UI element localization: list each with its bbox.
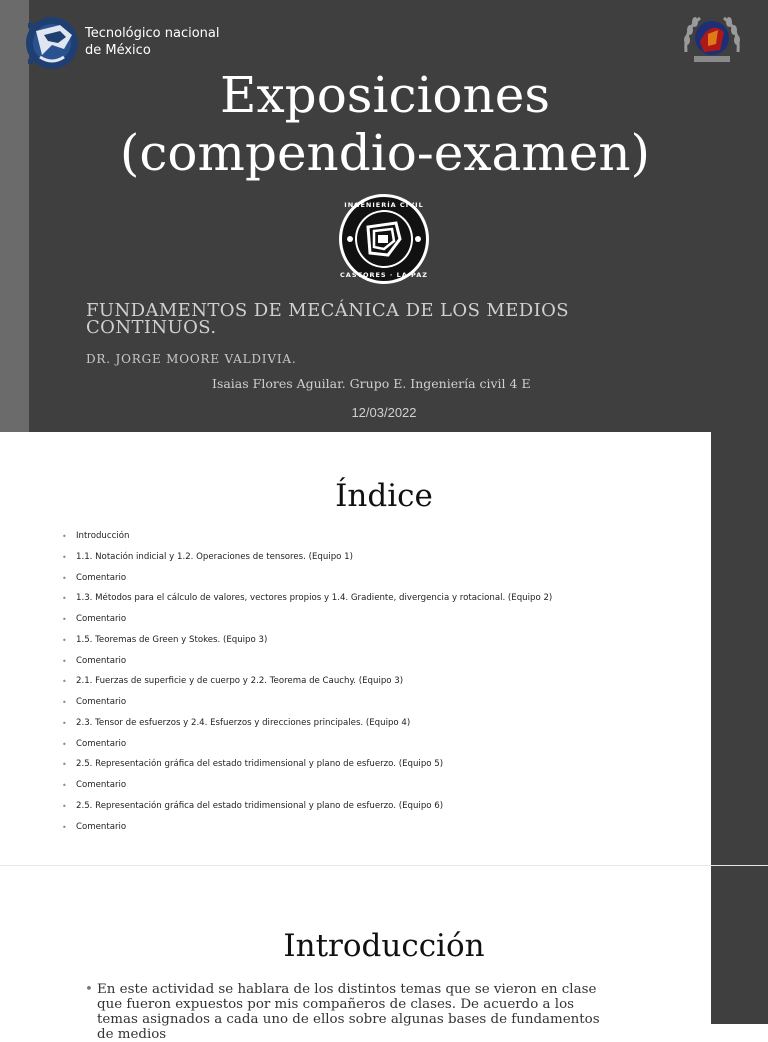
introduction-title: Introducción — [283, 928, 485, 964]
institution-name: Tecnológico nacional de México — [85, 26, 220, 58]
presentation-title — [60, 66, 710, 182]
list-item: • Comentario — [62, 572, 552, 593]
index-list — [62, 530, 552, 841]
slide-side-bar — [0, 0, 29, 432]
introduction-body — [85, 982, 615, 1042]
index-title: Índice — [335, 478, 433, 514]
title-slide — [0, 0, 768, 432]
list-item: • Introducción — [62, 530, 552, 551]
list-item: • 1.1. Notación indicial y 1.2. Operaciones de tensores. (Equipo 1) — [62, 551, 552, 572]
list-item: • 2.5. Representación gráfica del estado tridimensional y plano de esfuerzo. (Equipo 5) — [62, 758, 552, 779]
course-name: FUNDAMENTOS DE MECÁNICA DE LOS MEDIOS CONTINUOS. — [86, 300, 570, 338]
list-item: • Comentario — [62, 613, 552, 634]
list-item: • Comentario — [62, 696, 552, 717]
list-item: • Comentario — [62, 779, 552, 800]
student-info: Isaias Flores Aguilar. Grupo E. Ingeniería civil 4 E — [212, 376, 531, 391]
civil-engineering-seal-icon — [338, 193, 430, 285]
introduction-slide — [0, 866, 768, 1042]
list-item: • 2.5. Representación gráfica del estado tridimensional y plano de esfuerzo. (Equipo 6) — [62, 800, 552, 821]
list-item: • Comentario — [62, 821, 552, 842]
introduction-paragraph: • En este actividad se hablara de los distintos temas que se vieron en clase que fueron expuestos por mis compañeros de clases. De acuerdo a los temas asignados a cada uno de ellos sobre algunas bases de fundamentos de medios — [85, 982, 615, 1042]
presentation-title-text: Exposiciones (compendio-examen) — [119, 66, 651, 182]
seal-bottom-text: CASTORES · LA PAZ — [340, 271, 428, 279]
seal-top-text: INGENIERÍA CIVIL — [344, 201, 424, 209]
list-item: • 2.1. Fuerzas de superficie y de cuerpo y 2.2. Teorema de Cauchy. (Equipo 3) — [62, 675, 552, 696]
list-item: • 2.3. Tensor de esfuerzos y 2.4. Esfuerzos y direcciones principales. (Equipo 4) — [62, 717, 552, 738]
list-item: • 1.3. Métodos para el cálculo de valores, vectores propios y 1.4. Gradiente, divergencia y rotacional. (Equipo 2) — [62, 592, 552, 613]
teacher-name: DR. JORGE MOORE VALDIVIA. — [86, 352, 297, 366]
index-slide — [0, 432, 768, 865]
institution-emblem-icon — [680, 10, 744, 70]
list-item: • 1.5. Teoremas de Green y Stokes. (Equipo 3) — [62, 634, 552, 655]
list-item: • Comentario — [62, 738, 552, 759]
presentation-date: 12/03/2022 — [351, 405, 417, 420]
list-item: • Comentario — [62, 655, 552, 676]
